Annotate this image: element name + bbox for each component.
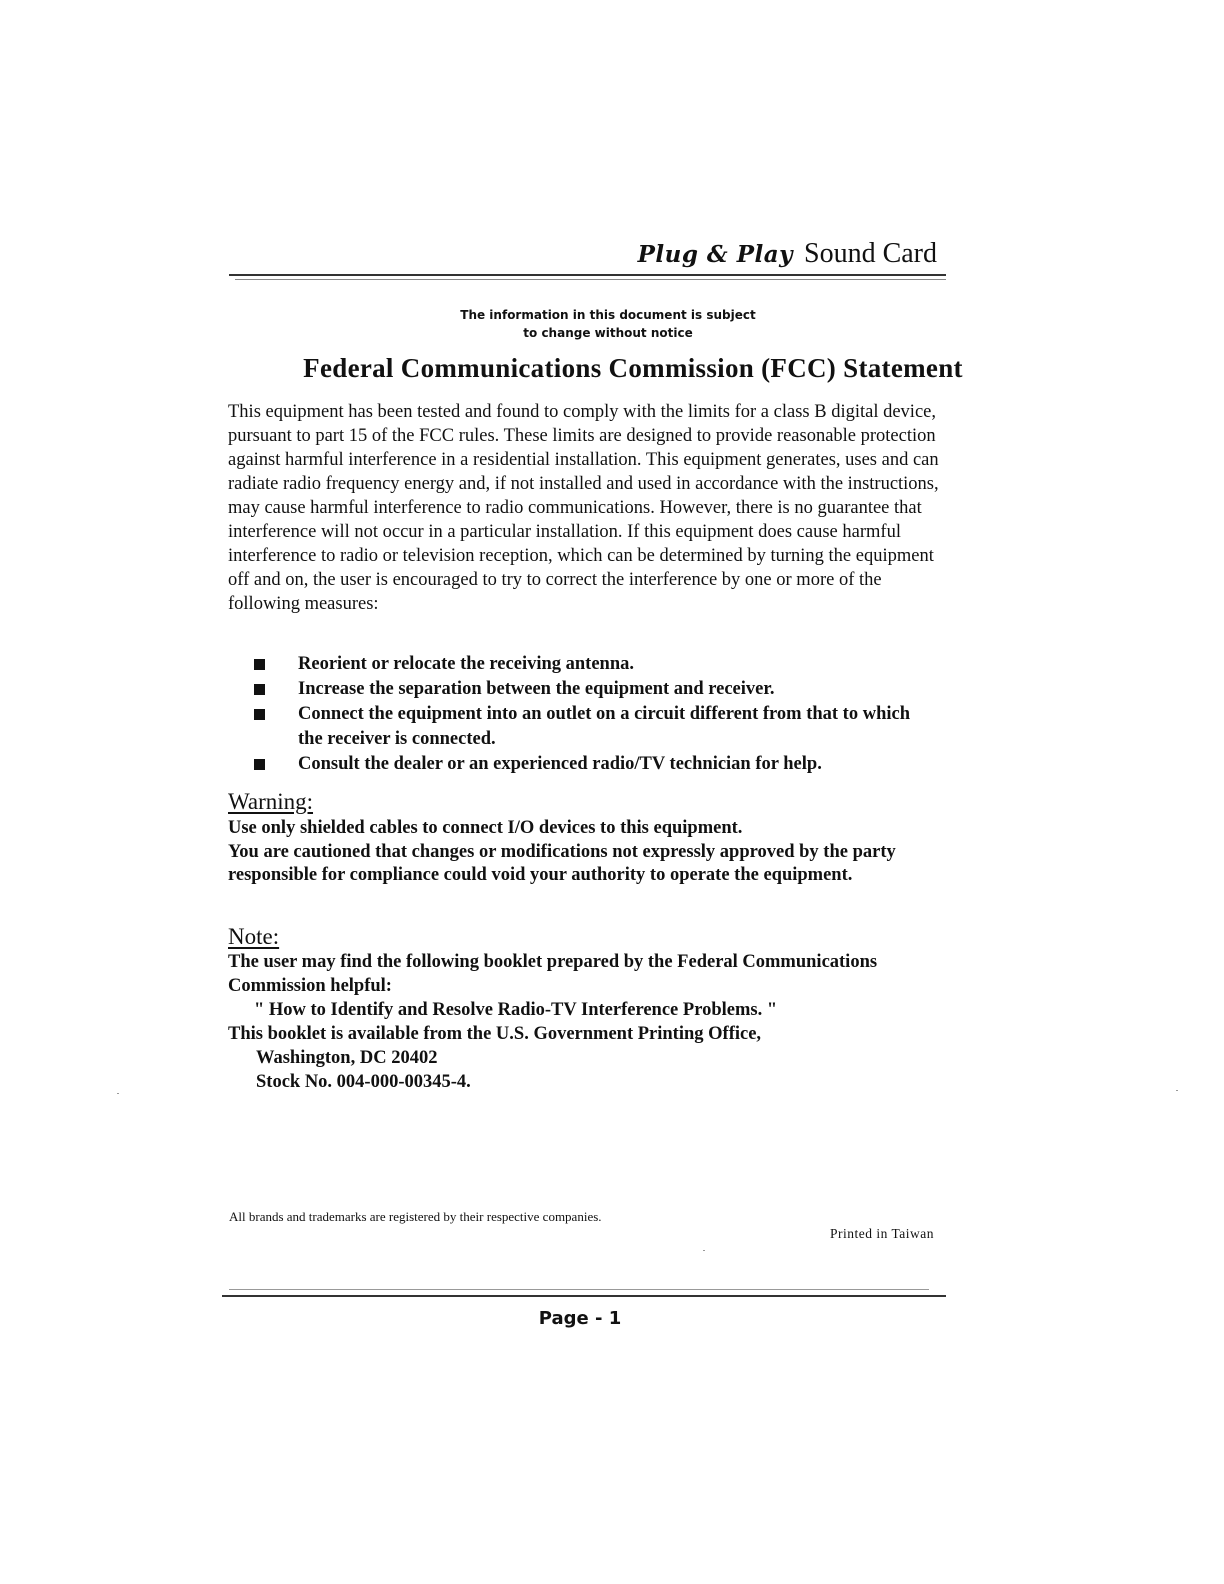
trademark-notice: All brands and trademarks are registered by their respective companies. (229, 1209, 602, 1224)
warning-heading: Warning: (228, 789, 314, 814)
measure-item (254, 752, 934, 777)
page-number: Page - 1 (538, 1308, 622, 1329)
header-title (638, 238, 937, 270)
note-address: Washington, DC 20402 (256, 1048, 438, 1068)
change-notice (380, 306, 836, 342)
header-product-script: Plug & Play (637, 241, 793, 268)
bullet-square-icon (254, 759, 265, 770)
printed-in: Printed in Taiwan (829, 1226, 934, 1241)
header-rule-secondary (235, 279, 946, 280)
bullet-square-icon (254, 659, 265, 670)
note-intro: The user may find the following booklet prepared by the Federal Communications Commission helpful: (228, 952, 878, 996)
scan-speck (703, 1250, 705, 1251)
measure-text: Reorient or relocate the receiving antenna. (298, 654, 634, 674)
fcc-statement-title: Federal Communications Commission (FCC) Statement (303, 353, 963, 383)
change-notice-line-2: to change without notice (523, 326, 693, 340)
footer-rule-secondary (229, 1289, 929, 1290)
note-stock-number: Stock No. 004-000-00345-4. (256, 1072, 471, 1092)
warning-line-2: You are cautioned that changes or modifications not expressly approved by the party responsible for compliance could void your authority to operate the equipment. (228, 841, 896, 885)
footer-rule (222, 1295, 946, 1297)
warning-line-1: Use only shielded cables to connect I/O devices to this equipment. (228, 818, 743, 838)
interference-measures-list (254, 652, 934, 777)
change-notice-line-1: The information in this document is subject (460, 308, 756, 322)
note-text (228, 950, 968, 1094)
scan-speck (117, 1093, 119, 1094)
measure-item (254, 677, 934, 702)
header-product-suffix: Sound Card (804, 238, 937, 269)
fcc-statement-paragraph: This equipment has been tested and found to comply with the limits for a class B digital device, pursuant to part 15 of the FCC rules. These limits are designed to provide reasonable protection against harmful interference in a residential installation. This equipment generates, uses and can radiate radio frequency energy and, if not installed and used in accordance with the instructions, may cause harmful interference to radio communications. However, there is no guarantee that interference will not occur in a particular installation. If this equipment does cause harmful interference to radio or television reception, which can be determined by turning the equipment off and on, the user is encouraged to try to correct the interference by one or more of the following measures: (228, 402, 939, 614)
measure-text: Increase the separation between the equipment and receiver. (298, 679, 775, 699)
warning-text (228, 817, 948, 888)
note-heading: Note: (228, 924, 280, 949)
bullet-square-icon (254, 684, 265, 695)
bullet-square-icon (254, 709, 265, 720)
scan-speck (1176, 1090, 1178, 1091)
note-availability: This booklet is available from the U.S. Government Printing Office, (228, 1024, 762, 1044)
measure-text: Consult the dealer or an experienced radio/TV technician for help. (298, 753, 822, 774)
note-booklet-title: " How to Identify and Resolve Radio-TV Interference Problems. " (254, 1000, 778, 1020)
measure-item (254, 702, 934, 751)
measure-item (254, 652, 934, 677)
measure-text: Connect the equipment into an outlet on a circuit different from that to which the receiver is connected. (298, 704, 911, 749)
header-rule (229, 274, 946, 276)
